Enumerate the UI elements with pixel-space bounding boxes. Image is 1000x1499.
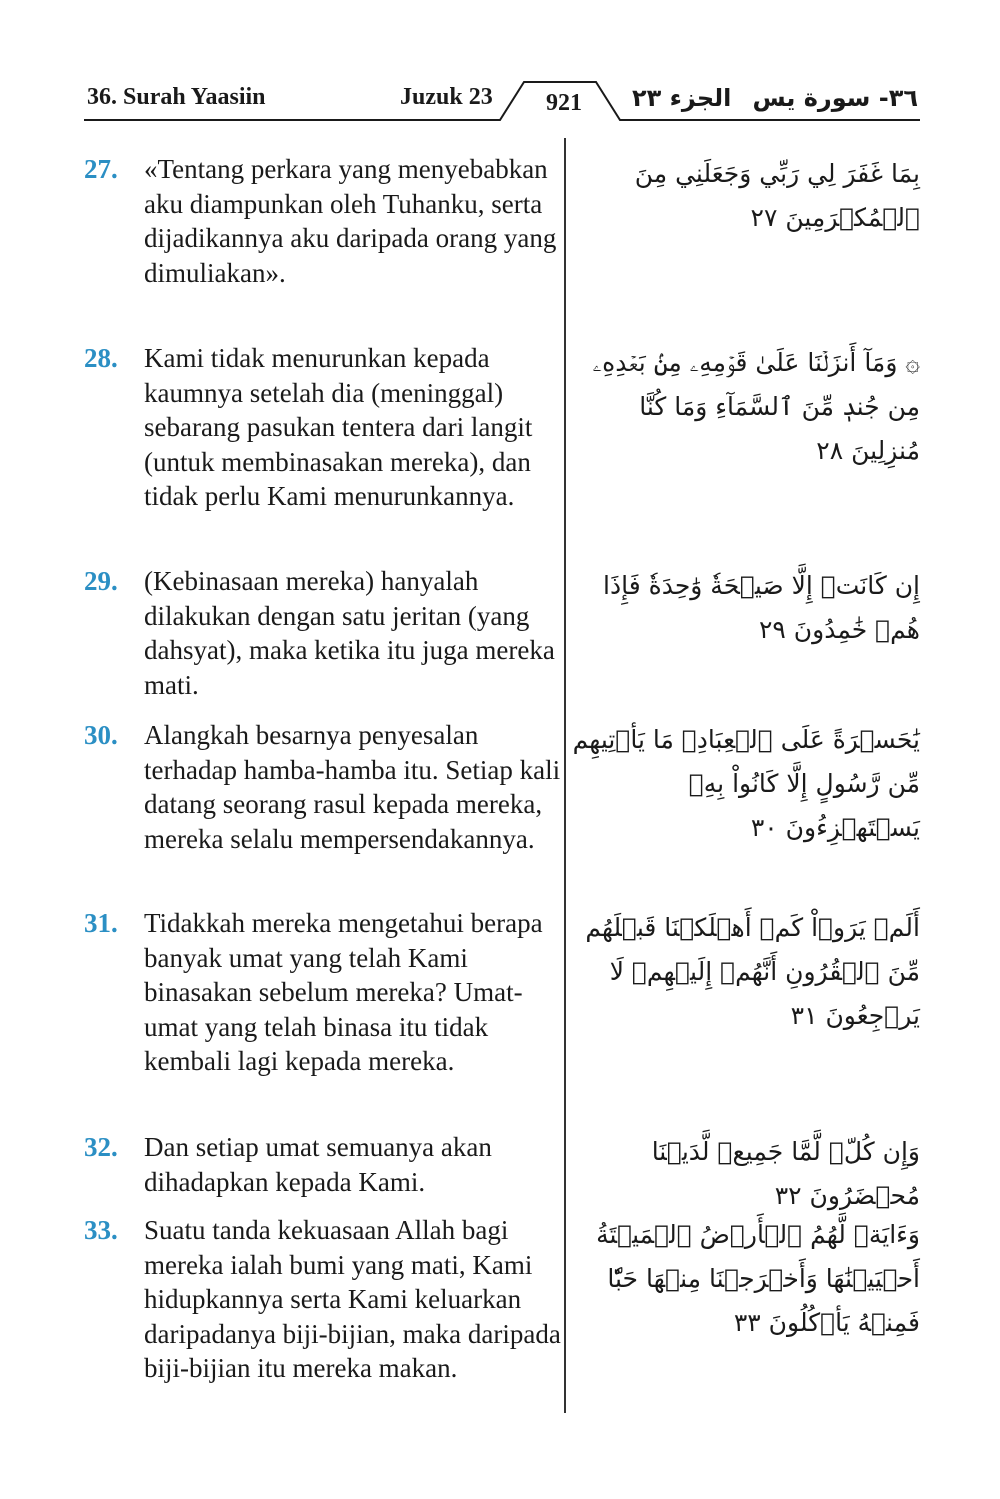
- surah-title-arabic: ٣٦- سورة يس: [752, 84, 918, 112]
- verse-arabic: وَإِن كُلّٞ لَّمَّا جَمِيعٞ لَّدَيۡنَا مُحۡضَرُونَ ٣٢: [651, 1137, 920, 1210]
- verse-number: 28.: [84, 343, 118, 373]
- verse-arabic: وَءَايَةٞ لَّهُمُ ٱلۡأَرۡضُ ٱلۡمَيۡتَةُ أَحۡيَيۡنَٰهَا وَأَخۡرَجۡنَا مِنۡهَا حَبّٗا فَمِنۡهُ يَأۡكُلُونَ ٣٣: [596, 1220, 920, 1337]
- header-rule: [84, 120, 920, 122]
- verse-number: 27.: [84, 154, 118, 184]
- verse-translation: Suatu tanda kekuasaan Allah bagi mereka ialah bumi yang mati, Kami hidupkannya serta Kami keluarkan daripadanya biji-bijian, maka daripada biji-bijian itu mereka makan.: [144, 1215, 561, 1384]
- verse-arabic: بِمَا غَفَرَ لِي رَبِّي وَجَعَلَنِي مِنَ ٱلۡمُكۡرَمِينَ ٢٧: [634, 159, 920, 232]
- verse-number: 30.: [84, 720, 118, 750]
- juz-label-latin: Juzuk 23: [400, 84, 493, 110]
- juz-label-arabic: الجزء ٢٣: [632, 84, 732, 112]
- verse-number: 31.: [84, 908, 118, 938]
- verse-number: 29.: [84, 566, 118, 596]
- verse-arabic: ۞ وَمَآ أَنزَلۡنَا عَلَىٰ قَوۡمِهِۦ مِنۢ بَعۡدِهِۦ مِن جُندٖ مِّنَ ٱلسَّمَآءِ وَمَا كُنَّا مُنزِلِينَ ٢٨: [592, 348, 920, 465]
- verse-translation: «Tentang perkara yang menyebabkan aku diampunkan oleh Tuhanku, serta dijadikannya aku daripada orang yang dimuliakan».: [144, 154, 557, 288]
- surah-title-latin: 36. Surah Yaasiin: [87, 84, 266, 110]
- verse-translation: Kami tidak menurunkan kepada kaumnya setelah dia (meninggal) sebarang pasukan tentera dari langit (untuk membinasakan mereka), dan tidak perlu Kami menurunkannya.: [144, 343, 533, 512]
- verse-translation: (Kebinasaan mereka) hanyalah dilakukan dengan satu jeritan (yang dahsyat), maka ketika itu juga mereka mati.: [144, 566, 555, 700]
- verse-translation: Tidakkah mereka mengetahui berapa banyak umat yang telah Kami binasakan sebelum mereka? Umat-umat yang telah binasa itu tidak kembali lagi kepada mereka.: [144, 908, 543, 1077]
- verse-translation: Dan setiap umat semuanya akan dihadapkan kepada Kami.: [144, 1132, 492, 1197]
- verse-arabic: يَٰحَسۡرَةً عَلَى ٱلۡعِبَادِۚ مَا يَأۡتِيهِم مِّن رَّسُولٍ إِلَّا كَانُواْ بِهِۦ يَسۡتَهۡزِءُونَ ٣٠: [572, 725, 920, 842]
- column-divider: [564, 138, 566, 1413]
- page-number: 921: [546, 90, 582, 116]
- verse-number: 32.: [84, 1132, 118, 1162]
- verse-arabic: أَلَمۡ يَرَوۡاْ كَمۡ أَهۡلَكۡنَا قَبۡلَهُم مِّنَ ٱلۡقُرُونِ أَنَّهُمۡ إِلَيۡهِمۡ لَا يَرۡجِعُونَ ٣١: [585, 913, 920, 1030]
- verse-number: 33.: [84, 1215, 118, 1245]
- verse-translation: Alangkah besarnya penyesalan terhadap hamba-hamba itu. Setiap kali datang seorang rasul kepada mereka, mereka selalu mempersendakannya.: [144, 720, 561, 854]
- verse-arabic: إِن كَانَتۡ إِلَّا صَيۡحَةٗ وَٰحِدَةٗ فَإِذَا هُمۡ خَٰمِدُونَ ٢٩: [603, 571, 920, 644]
